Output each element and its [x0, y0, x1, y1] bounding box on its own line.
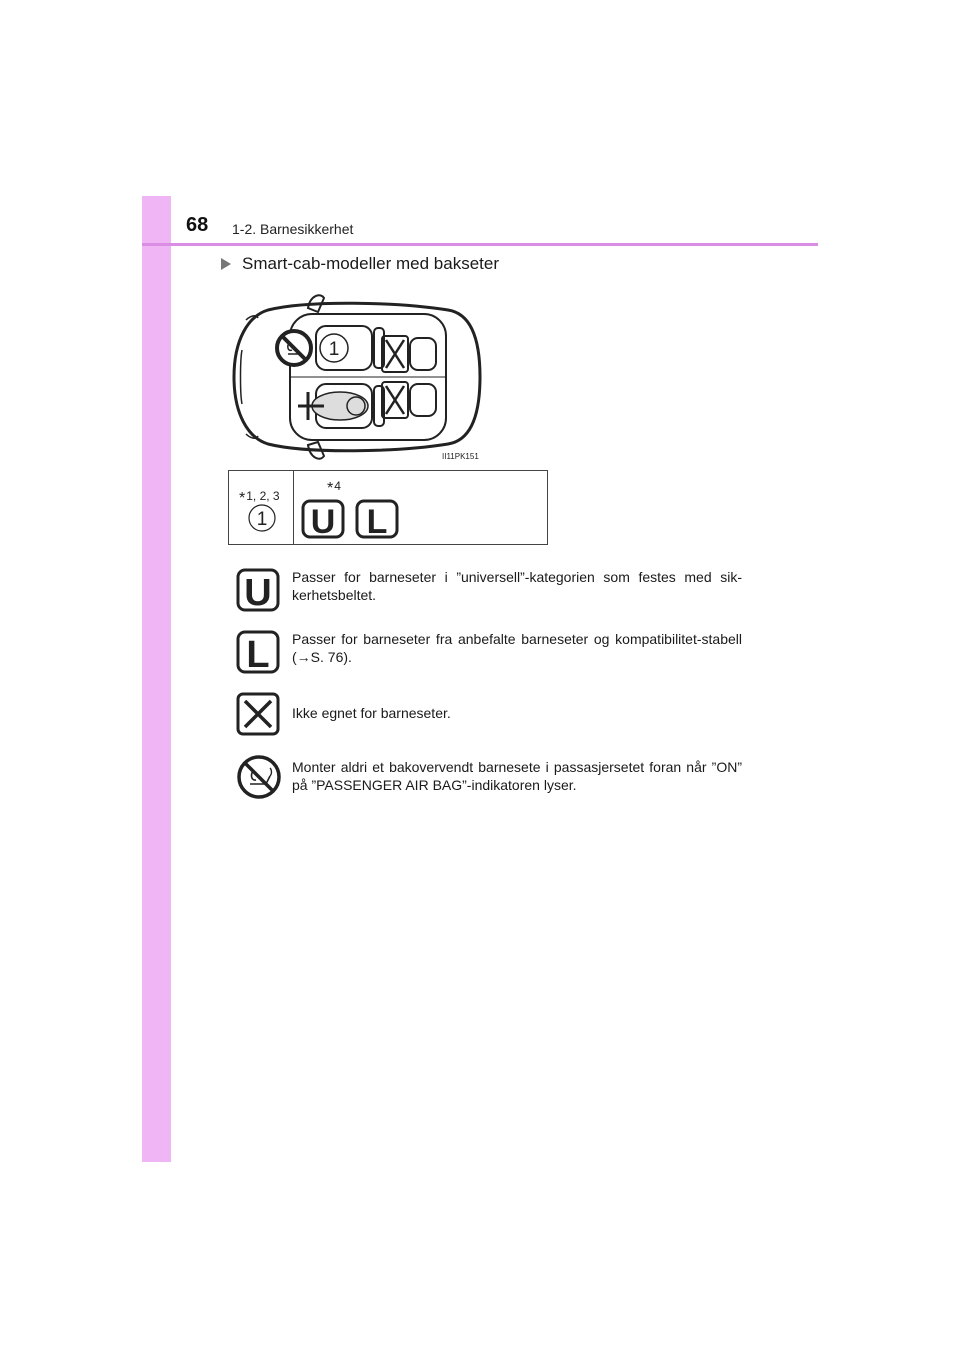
header-divider [142, 243, 818, 246]
seat-position-icon [247, 503, 277, 533]
triangle-bullet-icon [220, 257, 232, 271]
u-category-icon [301, 499, 345, 539]
section-title: 1-2. Barnesikkerhet [232, 221, 354, 237]
footnote-ref-left: *1, 2, 3 [239, 489, 280, 507]
car-seat-diagram [228, 290, 488, 465]
svg-text:U: U [244, 572, 272, 612]
l-category-icon [355, 499, 399, 539]
svg-text:L: L [366, 503, 388, 539]
asterisk: * [327, 480, 334, 497]
svg-text:1: 1 [256, 509, 268, 530]
subheading [220, 254, 499, 274]
definition-not-suitable [236, 692, 746, 740]
no-rear-facing-seat-icon [236, 754, 282, 800]
seat-suitability-table [228, 470, 548, 545]
svg-text:U: U [310, 503, 336, 539]
table-divider [293, 471, 294, 544]
l-category-icon [236, 630, 280, 674]
svg-text:L: L [246, 634, 270, 674]
side-tab [142, 196, 171, 1162]
definition-text: Monter aldri et bakovervendt barnesete i passasjersetet foran når ”ON” på ”PASSENGER AIR BAG”-indikatoren lyser. [292, 759, 742, 793]
definition-l [236, 630, 746, 678]
definition-no-rear-facing [236, 754, 746, 802]
definition-u [236, 568, 746, 616]
seat-number-label: 1 [328, 339, 340, 360]
footnote-ref-right: *4 [327, 479, 341, 497]
page-number: 68 [186, 214, 209, 236]
definition-text: Passer for barneseter fra anbefalte barneseter og kompatibilitet-stabell (→S. 76). [292, 631, 742, 665]
figure-code: II11PK151 [442, 452, 479, 461]
x-mark-icon [236, 692, 280, 736]
u-category-icon [236, 568, 280, 612]
asterisk: * [239, 490, 246, 507]
definition-text: Passer for barneseter i ”universell”-kategorien som festes med sik-kerhetsbeltet. [292, 569, 742, 603]
definition-text: Ikke egnet for barneseter. [292, 705, 451, 721]
subheading-text: Smart-cab-modeller med bakseter [242, 254, 499, 273]
